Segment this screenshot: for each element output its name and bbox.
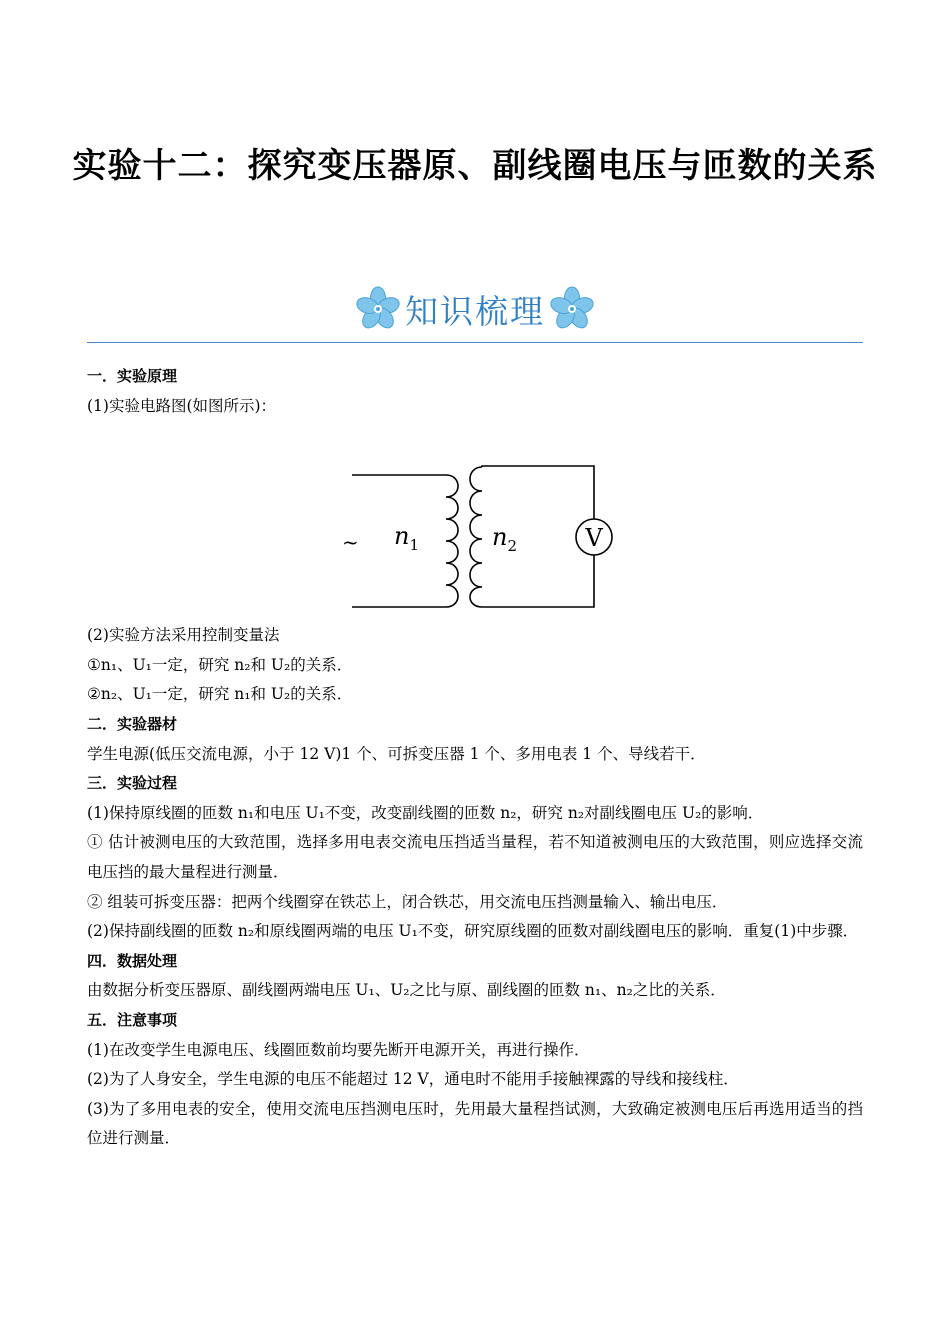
paragraph: (2)实验方法采用控制变量法 — [87, 626, 280, 645]
transformer-circuit — [342, 429, 622, 619]
paragraph: 学生电源(低压交流电源，小于 12 V)1 个、可拆变压器 1 个、多用电表 1 个、导线若干． — [87, 744, 706, 763]
paragraph: (1)保持原线圈的匝数 n₁和电压 U₁不变，改变副线圈的匝数 n₂，研究 n₂对副线圈电压 U₂的影响． — [87, 803, 764, 822]
paragraph: (1)在改变学生电源电压、线圈匝数前均要先断开电源开关，再进行操作． — [87, 1040, 590, 1059]
paragraph: (2)保持副线圈的匝数 n₂和原线圈两端的电压 U₁不变，研究原线圈的匝数对副线圈电压的影响．重复(1)中步骤． — [87, 922, 859, 941]
paragraph: ①n₁、U₁一定，研究 n₂和 U₂的关系． — [87, 655, 353, 674]
document-body — [87, 362, 863, 1154]
page-title: 实验十二：探究变压器原、副线圈电压与匝数的关系 — [72, 146, 878, 186]
flower-icon — [353, 284, 403, 334]
paragraph: (1)实验电路图(如图所示)： — [87, 396, 277, 415]
paragraph: (3)为了多用电表的安全，使用交流电压挡测电压时，先用最大量程挡试测，大致确定被测电压后再选用适当的挡位进行测量． — [87, 1099, 863, 1148]
section-heading: 一．实验原理 — [87, 367, 178, 385]
section-heading: 五．注意事项 — [87, 1010, 178, 1029]
paragraph: (2)为了人身安全，学生电源的电压不能超过 12 V，通电时不能用手接触裸露的导线和接线柱． — [87, 1070, 739, 1089]
circuit-diagram — [87, 421, 863, 621]
flower-icon — [547, 284, 597, 334]
section-banner — [0, 283, 950, 335]
section-heading: 四．数据处理 — [87, 951, 178, 970]
paragraph: 由数据分析变压器原、副线圈两端电压 U₁、U₂之比与原、副线圈的匝数 n₁、n₂之比的关系． — [87, 981, 726, 1000]
voltmeter-symbol: V — [585, 524, 603, 553]
paragraph: ②n₂、U₁一定，研究 n₁和 U₂的关系． — [87, 685, 353, 704]
paragraph: ① 估计被测电压的大致范围，选择多用电表交流电压挡适当量程，若不知道被测电压的大致范围，则应选择交流电压挡的最大量程进行测量． — [87, 833, 863, 881]
secondary-turns-label: $n_2$ — [492, 523, 518, 556]
paragraph: ② 组装可拆变压器：把两个线圈穿在铁芯上，闭合铁芯，用交流电压挡测量输入、输出电压． — [87, 892, 728, 911]
section-heading: 三．实验过程 — [87, 774, 178, 793]
primary-turns-label: $n_1$ — [394, 522, 420, 555]
banner-title: 知识梳理 — [405, 291, 545, 331]
section-heading: 二．实验器材 — [87, 714, 178, 733]
ac-source-symbol: ~ — [342, 530, 359, 555]
divider-line — [87, 342, 863, 343]
